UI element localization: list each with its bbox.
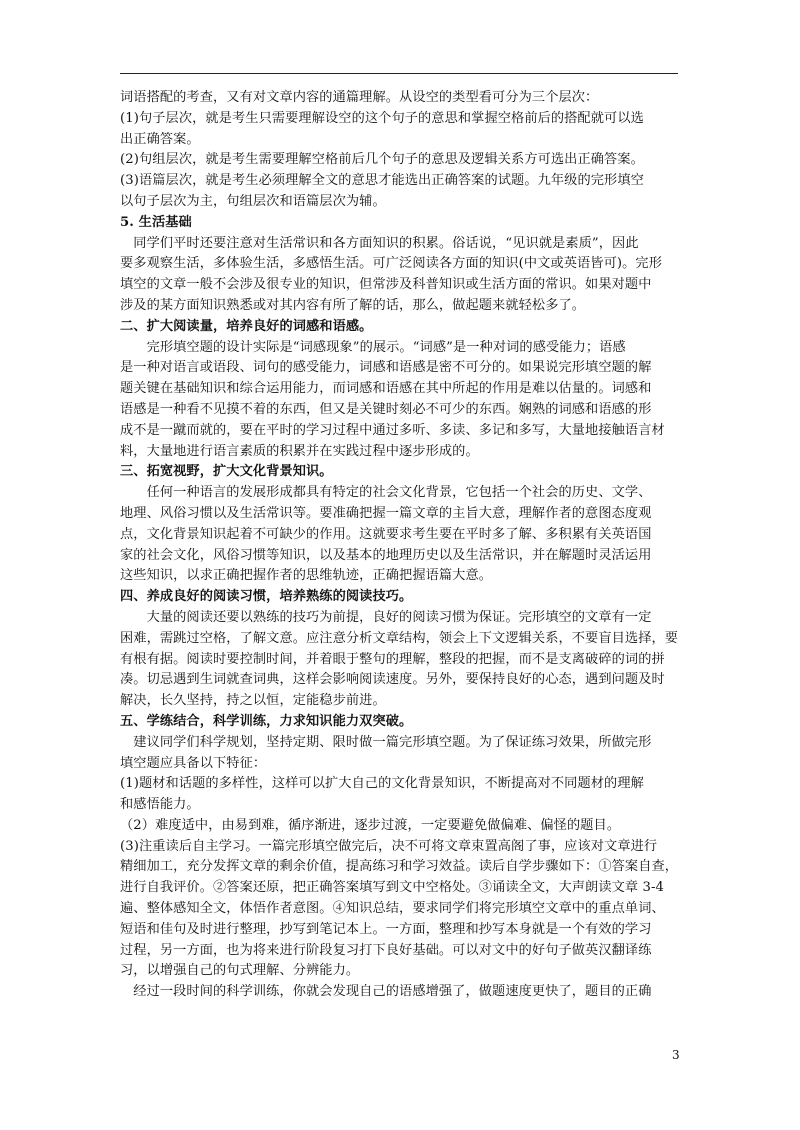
text-line: 是一种对语言或语段、词句的感受能力，词感和语感是密不可分的。如果说完形填空题的解 [120, 360, 652, 376]
text-line: 遍、整体感知全文，体悟作者意图。④知识总结，要求同学们将完形填空文章中的重点单词、 [120, 901, 665, 917]
text-line: （2）难度适中，由易到难，循序渐进，逐步过渡，一定要避免做偏难、偏怪的题目。 [120, 817, 621, 833]
text-line: (2)句组层次，就是考生需要理解空格前后几个句子的意思及逻辑关系方可选出正确答案。 [120, 152, 644, 168]
text-line: 和感悟能力。 [120, 797, 200, 813]
text-line: 涉及的某方面知识熟悉或对其内容有所了解的话，那么，做起题来就轻松多了。 [120, 297, 586, 313]
text-line: 困难，需跳过空格，了解文意。应注意分析文章结构，领会上下文逻辑关系，不要盲目选择，要 [120, 630, 679, 646]
text-line: 成不是一蹴而就的，要在平时的学习过程中通过多听、多读、多记和多写，大量地接触语言材 [120, 422, 665, 438]
page-number: 3 [672, 1048, 680, 1062]
text-line: 题关键在基础知识和综合运用能力，而词感和语感在其中所起的作用是难以估量的。词感和 [120, 381, 652, 397]
text-line: (3)注重读后自主学习。一篇完形填空做完后，决不可将文章束置高阁了事，应该对文章进行 [120, 838, 658, 854]
text-line: 经过一段时间的科学训练，你就会发现自己的语感增强了，做题速度更快了，题目的正确 [120, 984, 652, 1000]
text-line: 建议同学们科学规划，坚持定期、限时做一篇完形填空题。为了保证练习效果，所做完形 [120, 734, 652, 750]
text-line: 要多观察生活，多体验生活，多感悟生活。可广泛阅读各方面的知识(中文或英语皆可)。完形 [120, 256, 662, 272]
text-line: 料，大量地进行语言素质的积累并在实践过程中逐步形成的。 [120, 443, 479, 459]
section-heading: 5. 生活基础 [120, 214, 192, 230]
section-heading: 五、学练结合，科学训练，力求知识能力双突破。 [120, 713, 413, 729]
text-line: 语感是一种看不见摸不着的东西，但又是关键时刻必不可少的东西。娴熟的词感和语感的形 [120, 401, 652, 417]
text-line: 精细加工，充分发挥文章的剩余价值，提高练习和学习效益。读后自学步骤如下：①答案自查， [120, 859, 679, 875]
text-line: 过程，另一方面，也为将来进行阶段复习打下良好基础。可以对文中的好句子做英汉翻译练 [120, 942, 652, 958]
text-line: (1)句子层次，就是考生只需要理解设空的这个句子的意思和掌握空格前后的搭配就可以选 [120, 110, 644, 126]
text-line: 地理、风俗习惯以及生活常识等。要准确把握一篇文章的主旨大意，理解作者的意图态度观 [120, 505, 652, 521]
text-line: 填空题应具备以下特征： [120, 755, 267, 771]
text-line: 有根有据。阅读时要控制时间，并着眼于整句的理解，整段的把握，而不是支离破碎的词的拼 [120, 651, 665, 667]
text-line: (1)题材和话题的多样性，这样可以扩大自己的文化背景知识，不断提高对不同题材的理解 [120, 776, 644, 792]
text-line: 凑。切忌遇到生词就查词典，这样会影响阅读速度。另外，要保持良好的心态，遇到问题及时 [120, 672, 665, 688]
text-line: 解决，长久坚持，持之以恒，定能稳步前进。 [120, 693, 386, 709]
text-line: 家的社会文化，风俗习惯等知识，以及基本的地理历史以及生活常识，并在解题时灵活运用 [120, 547, 652, 563]
text-line: 出正确答案。 [120, 131, 200, 147]
text-line: 大量的阅读还要以熟练的技巧为前提，良好的阅读习惯为保证。完形填空的文章有一定 [120, 609, 652, 625]
text-line: 词语搭配的考查，又有对文章内容的通篇理解。从设空的类型看可分为三个层次： [120, 90, 599, 105]
document-body [120, 88, 680, 1003]
text-line: 同学们平时还要注意对生活常识和各方面知识的积累。俗话说，“见识就是素质”，因此 [120, 235, 639, 251]
section-heading: 三、拓宽视野，扩大文化背景知识。 [120, 464, 333, 480]
text-line: 点，文化背景知识起着不可缺少的作用。这就要求考生要在平时多了解、多积累有关英语国 [120, 526, 652, 542]
text-line: 任何一种语言的发展形成都具有特定的社会文化背景，它包括一个社会的历史、文学、 [120, 485, 652, 501]
text-line: 习，以增强自己的句式理解、分辨能力。 [120, 963, 360, 979]
header-rule [120, 73, 678, 74]
text-line: 以句子层次为主，句组层次和语篇层次为辅。 [120, 193, 386, 209]
text-line: 这些知识，以求正确把握作者的思维轨迹，正确把握语篇大意。 [120, 568, 493, 584]
text-line: 进行自我评价。②答案还原，把正确答案填写到文中空格处。③诵读全文，大声朗读文章 3-4 [120, 880, 665, 896]
text-line: 完形填空题的设计实际是“词感现象”的展示。“词感”是一种对词的感受能力；语感 [120, 339, 626, 355]
text-line: (3)语篇层次，就是考生必须理解全文的意思才能选出正确答案的试题。九年级的完形填空 [120, 173, 644, 189]
text-line: 填空的文章一般不会涉及很专业的知识，但常涉及科普知识或生活方面的常识。如果对题中 [120, 277, 652, 293]
section-heading: 四、养成良好的阅读习惯，培养熟练的阅读技巧。 [120, 589, 413, 605]
text-line: 短语和佳句及时进行整理，抄写到笔记本上。一方面，整理和抄写本身就是一个有效的学习 [120, 921, 652, 937]
section-heading: 二、扩大阅读量，培养良好的词感和语感。 [120, 318, 373, 334]
